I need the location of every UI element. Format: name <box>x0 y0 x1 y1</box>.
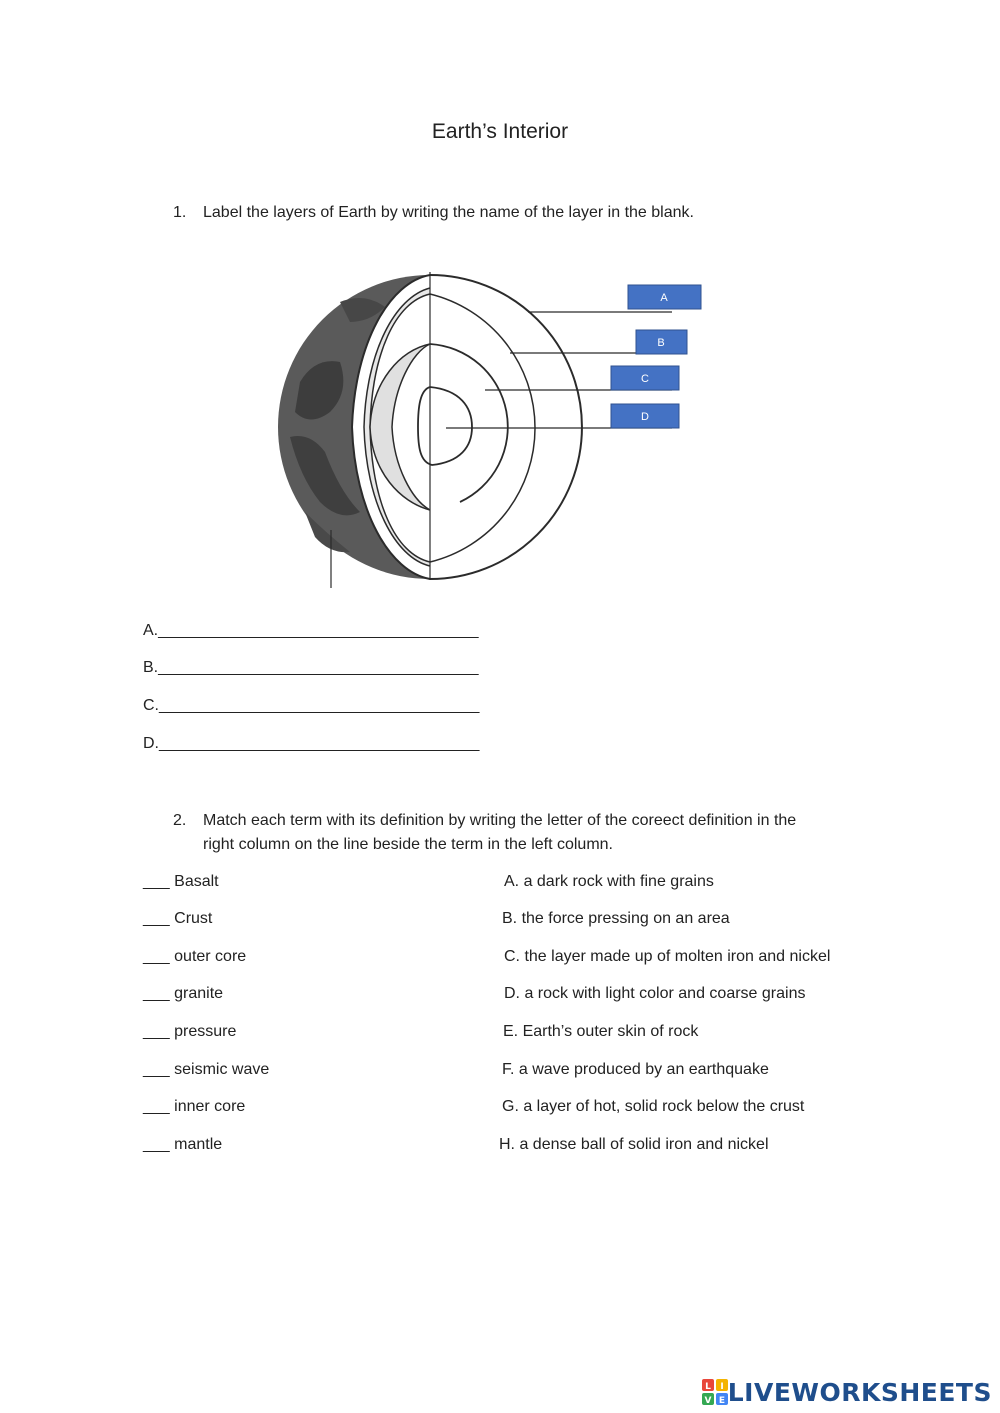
label-box-c[interactable] <box>611 366 679 390</box>
blank-letter: B. <box>143 659 159 676</box>
liveworksheets-logo-icon <box>702 1379 728 1405</box>
question-2-line-1: Match each term with its definition by writing the letter of the coreect definition in the <box>203 812 797 829</box>
question-2-number: 2. <box>173 812 187 829</box>
blank-row-d[interactable] <box>143 735 479 753</box>
blank-line[interactable]: ____________________________________ <box>159 697 480 714</box>
label-box-b-text: B <box>657 337 665 349</box>
blank-letter: D. <box>143 735 159 752</box>
term-item[interactable]: ___ granite <box>143 985 224 1002</box>
blank-line[interactable]: ____________________________________ <box>158 622 479 639</box>
label-box-a[interactable] <box>628 285 701 309</box>
term-item[interactable]: ___ Crust <box>143 910 213 927</box>
question-1-text: Label the layers of Earth by writing the name of the layer in the blank. <box>203 204 694 221</box>
liveworksheets-wordmark: LIVEWORKSHEETS <box>727 1377 992 1407</box>
liveworksheets-logo <box>702 1377 992 1407</box>
question-2-line-2: right column on the line beside the term in the left column. <box>203 836 613 853</box>
blank-row-c[interactable] <box>143 697 479 715</box>
worksheet-title: Earth’s Interior <box>431 120 569 143</box>
earth-layers-diagram <box>270 262 720 602</box>
term-item[interactable]: ___ mantle <box>143 1136 223 1153</box>
label-box-c-text: C <box>641 373 649 385</box>
term-item[interactable]: ___ Basalt <box>143 873 219 890</box>
label-box-d-text: D <box>641 411 649 423</box>
svg-text:L: L <box>704 1382 711 1392</box>
question-1 <box>173 201 893 225</box>
label-box-d[interactable] <box>611 404 679 428</box>
label-box-b[interactable] <box>636 330 687 354</box>
definition-item: B. the force pressing on an area <box>502 910 730 927</box>
term-item[interactable]: ___ pressure <box>143 1023 237 1040</box>
svg-text:V: V <box>704 1396 712 1405</box>
svg-text:I: I <box>720 1382 724 1392</box>
term-item[interactable]: ___ seismic wave <box>143 1061 270 1078</box>
earth-cross-section-illustration <box>270 262 720 602</box>
svg-text:E: E <box>718 1396 725 1405</box>
definition-item: F. a wave produced by an earthquake <box>502 1061 769 1078</box>
blank-letter: A. <box>143 622 159 639</box>
question-1-number: 1. <box>173 204 187 221</box>
definition-item: A. a dark rock with fine grains <box>504 873 714 890</box>
blank-letter: C. <box>143 697 159 714</box>
blank-line[interactable]: ____________________________________ <box>159 735 480 752</box>
definition-item: G. a layer of hot, solid rock below the crust <box>502 1098 805 1115</box>
definition-item: H. a dense ball of solid iron and nickel <box>499 1136 769 1153</box>
blank-row-b[interactable] <box>143 659 478 677</box>
blank-row-a[interactable] <box>143 622 478 640</box>
definition-item: D. a rock with light color and coarse grains <box>504 985 806 1002</box>
term-item[interactable]: ___ outer core <box>143 948 247 965</box>
term-item[interactable]: ___ inner core <box>143 1098 246 1115</box>
definition-item: E. Earth’s outer skin of rock <box>503 1023 699 1040</box>
question-2 <box>173 809 893 857</box>
definition-item: C. the layer made up of molten iron and nickel <box>504 948 831 965</box>
blank-line[interactable]: ____________________________________ <box>158 659 479 676</box>
label-box-a-text: A <box>660 292 668 304</box>
